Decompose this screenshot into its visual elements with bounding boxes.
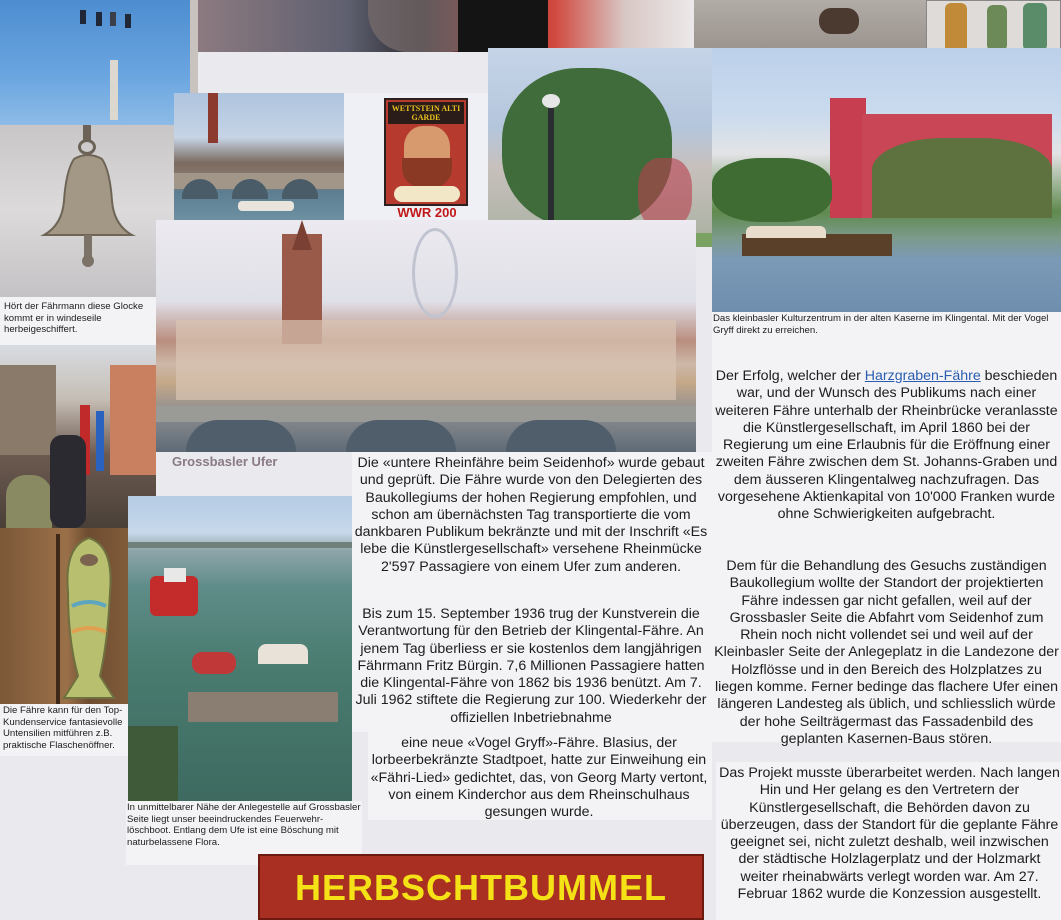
blank-paper-bottom-left: [0, 756, 126, 920]
harzgraben-link[interactable]: Harzgraben-Fähre: [864, 368, 981, 384]
middle-paragraph-1: Die «untere Rheinfähre beim Seidenhof» wurde gebaut und geprüft. Die Fähre wurde von den Delegierten des Baukollegiums der hohen Regierung empfohlen, und schon am übernächsten Tag transportierte die vom dankbaren Publikum bekränzte und mit der Inschrift «Es lebe die Künstlergesellschaft» versehene Rheinmücke 2'597 Passagiere von einem Ufer zum anderen.: [354, 455, 708, 575]
photo-ferry-bell: [0, 125, 174, 297]
photo-old-bridge: [174, 93, 344, 220]
stamp-portrait: [384, 98, 468, 206]
photo-park-lamp: [488, 48, 712, 247]
photo-mobile-sky: [0, 0, 198, 125]
herbschtbummel-banner: [258, 854, 704, 920]
right-paragraph-3: Das Projekt musste überarbeitet werden. Nach langen Hin und Her gelang es den Vertretern der Künstlergesellschaft, die Behörden davon zu überzeugen, dass der Standort für die geplante Fähre geeignet sei, nicht zuletzt deshalb, weil inzwischen der städtische Holzlagerplatz und der Holzmarkt weiter rheinabwärts verlegt worden war. Am 27. Februar 1862 wurde die Konzession ausgestellt.: [719, 765, 1060, 903]
middle-paragraph-2: Bis zum 15. September 1936 trug der Kunstverein die Verantwortung für den Betrieb der Klingental-Fähre. An jenem Tag überliess er sie kostenlos dem langjährigen Fährmann Fritz Bürgin. 7,6 Millionen Passagiere hatten die Klingental-Fähre von 1862 bis 1936 benützt. Am 7. Juli 1962 stiftete die Regierung zur 100. Wiederkehr der offiziellen Inbetriebnahme: [355, 606, 707, 726]
photo-ground-top: [694, 0, 926, 48]
caption-opener: Die Fähre kann für den Top-Kundenservice fantasievolle Untensilien mitführen z.B. praktische Flaschenöffner.: [3, 705, 123, 751]
banner-title: HERBSCHTBUMMEL: [295, 867, 667, 908]
right-paragraph-2: Dem für die Behandlung des Gesuchs zuständigen Baukollegium wollte der Standort der projektierten Fähre indessen gar nicht gefallen, weil auf der Grossbasler Seite die Abfahrt vom Seidenhof zum Rhein noch nicht vollendet sei und weil auf der Kleinbasler Seite der Anlegeplatz in die Landezone der Holzflösse und in den Bereich des Holzplatzes zu liegen komme. Ferner bedinge das flachere Ufer einen längeren Landesteg als üblich, und schliesslich würde der hohe Seilträgermast das Fassadenbild des geplanten Kasernen-Baus stören.: [714, 558, 1059, 747]
caption-bell: Hört der Fährmann diese Glocke kommt er in windeseile herbeigeschiffert.: [4, 301, 144, 336]
middle-paragraph-3: eine neue «Vogel Gryff»-Fähre. Blasius, der lorbeerbekränzte Stadtpoet, hatte zur Einweihung ein «Fähri-Lied» gedichtet, das, von Georg Marty vertont, von einem Kinderchor aus dem Rheinschulhaus gesungen wurde.: [370, 735, 708, 821]
photo-kaserne: [712, 48, 1061, 312]
caption-fireboat: In unmittelbarer Nähe der Anlegestelle auf Grossbasler Seite liegt unser beeindruckendes Feuerwehr-löschboot. Entlang dem Ufe ist eine Böschung mit naturbelassene Flora.: [127, 802, 361, 848]
right-paragraph-1-prefix: Der Erfolg, welcher der: [715, 368, 861, 384]
caption-box-bell: [0, 297, 174, 345]
photo-fish-opener: [0, 528, 148, 704]
caption-kaserne: Das kleinbasler Kulturzentrum in der alten Kaserne im Klingental. Mit der Vogel Gryff direkt zu erreichen.: [713, 313, 1049, 336]
photo-fireboat-harbour: [128, 496, 352, 801]
stamp-label: WWR 200: [397, 205, 457, 220]
caption-grossbasler-ufer: Grossbasler Ufer: [172, 454, 278, 469]
photo-people-top: [198, 0, 694, 52]
photo-grossbasel-panorama: [156, 220, 696, 452]
right-paragraph-1: [712, 368, 1061, 524]
stamp-header: WETTSTEIN ALTI GARDE: [391, 104, 461, 122]
right-paragraph-1-rest: beschieden war, und der Wunsch des Publikums nach einer weiteren Fähre unterhalb der Rheinbrücke veranlasste die Künstlergesellschaft, im April 1860 bei der Regierung um eine Erlaubnis für die Eröffnung einer zweiten Fähre zwischen dem St. Johanns-Graben und dem äusseren Klingentalweg nachzufragen. Das vorgesehene Aktienkapital von 10'000 Franken wurde ohne Schwierigkeiten aufgebracht.: [715, 368, 1058, 523]
